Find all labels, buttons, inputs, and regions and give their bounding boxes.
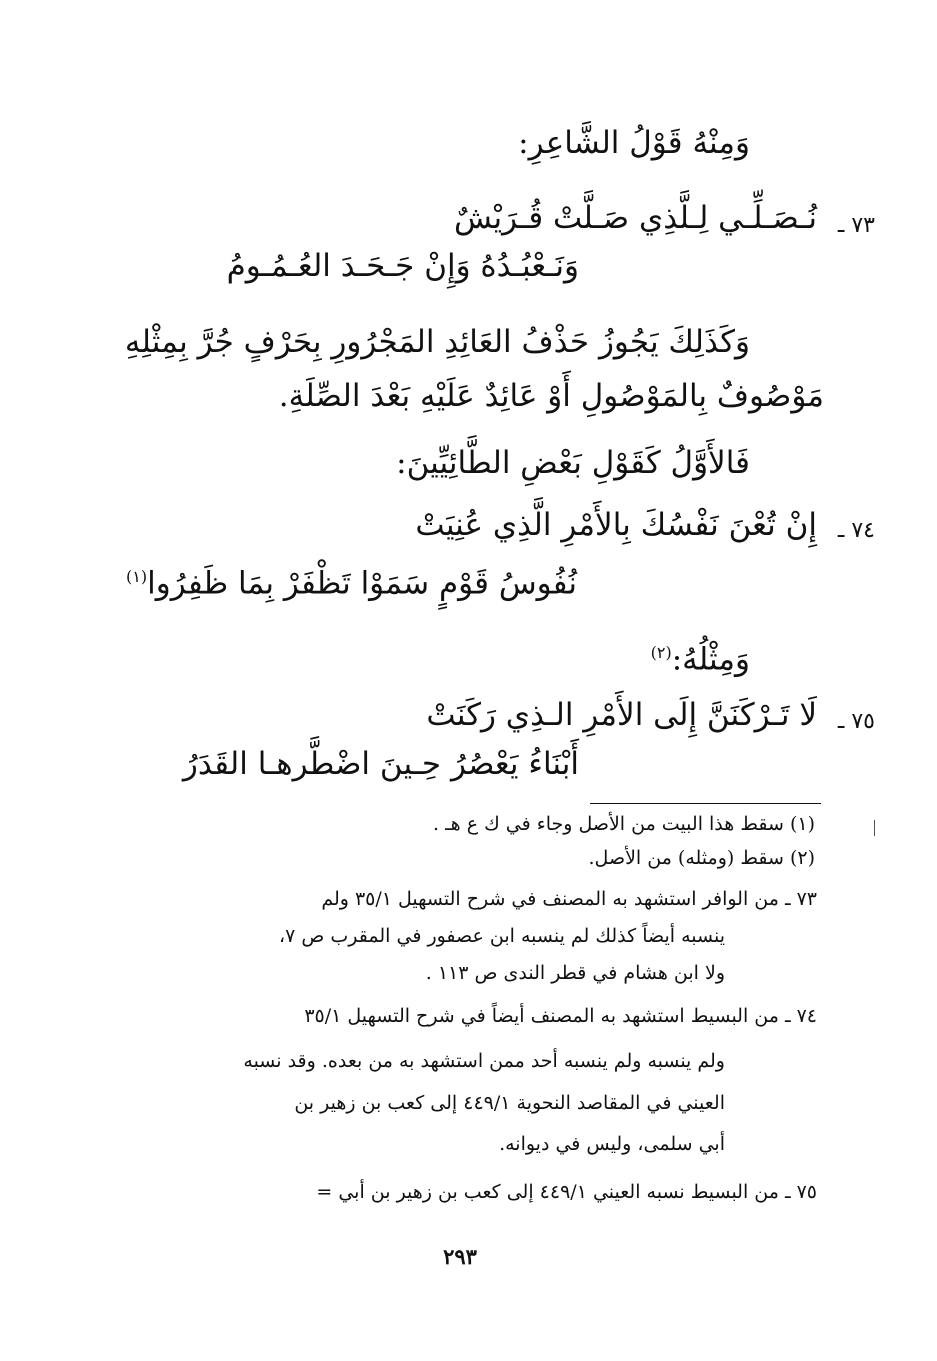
footnote-73-line-1: ٧٣ ـ من الوافر استشهد به المصنف في شرح التسهيل ٣٥/١ ولم [321,888,817,910]
footnote-2: (٢) سقط (ومثله) من الأصل. [588,847,815,869]
body-paragraph-line-1: وَكَذَلِكَ يَجُوزُ حَذْفُ العَائِدِ المَجْرُورِ بِحَرْفٍ جُرَّ بِمِثْلِهِ [124,324,750,360]
verse-number-75: ٧٥ ـ [837,709,875,734]
footnote-75-line-1: ٧٥ ـ من البسيط نسبه العيني ٤٤٩/١ إلى كعب بن زهير بن أبي = [316,1181,817,1203]
footnote-separator [590,803,821,804]
verse-number-73: ٧٣ ـ [837,213,875,238]
margin-mark [874,820,875,836]
verse-75-second-hemistich: أَبْنَاءُ يَعْصُرُ حِـينَ اضْطَّرهـا القَدَرُ [182,746,579,782]
footnote-74-line-4: أبي سلمى، وليس في ديوانه. [499,1133,725,1155]
footnote-1: (١) سقط هذا البيت من الأصل وجاء في ك ع هـ . [433,813,815,835]
body-paragraph-line-2: مَوْصُوفٌ بِالمَوْصُولِ أَوْ عَائِدٌ عَلَيْهِ بَعْدَ الصِّلَةِ. [278,378,824,414]
footnote-73-line-2: ينسبه أيضاً كذلك لم ينسبه ابن عصفور في المقرب ص ٧، [279,925,725,947]
mithluhu-text: وَمِثْلُهُ: [671,641,750,678]
verse-74-second-hemistich [57,555,577,605]
verse-73-first-hemistich: نُـصَـلِّـي لِـلَّذِي صَـلَّتْ قُـرَيْشٌ [453,200,817,236]
page-number: ٢٩٣ [443,1244,477,1269]
verse-75-first-hemistich: لَا تَـرْكَنَنَّ إِلَى الأَمْرِ الـذِي رَكَنَتْ [426,697,817,733]
footnote-73-line-3: ولا ابن هشام في قطر الندى ص ١١٣ . [425,962,725,984]
footnote-marker-1: (١) [126,567,148,586]
footnote-74-line-2: ولم ينسبه ولم ينسبه أحد ممن استشهد به من بعده. وقد نسبه [243,1050,725,1072]
footnote-74-line-3: العيني في المقاصد النحوية ٤٤٩/١ إلى كعب بن زهير بن [294,1092,725,1114]
intro-line: وَمِنْهُ قَوْلُ الشَّاعِرِ: [518,125,750,161]
mithluhu-line [110,631,750,681]
verse-number-74: ٧٤ ـ [837,518,875,543]
verse-74-first-hemistich: إِنْ تُعْنَ نَفْسُكَ بِالأَمْرِ الَّذِي عُنِيَتْ [415,507,817,543]
footnote-74-line-1: ٧٤ ـ من البسيط استشهد به المصنف أيضاً في شرح التسهيل ٣٥/١ [304,1005,817,1027]
footnote-marker-2: (٢) [650,643,672,662]
verse-74-second-hemistich-text: نُفُوسُ قَوْمٍ سَمَوْا تَظْفَرْ بِمَا ظَفِرُوا [147,565,577,602]
first-example-line: فَالأَوَّلُ كَقَوْلِ بَعْضِ الطَّائِيِّينَ: [396,445,750,481]
verse-73-second-hemistich: وَنَـعْبُـدُهُ وَإِنْ جَـحَـدَ العُـمُـومُ [226,248,579,284]
